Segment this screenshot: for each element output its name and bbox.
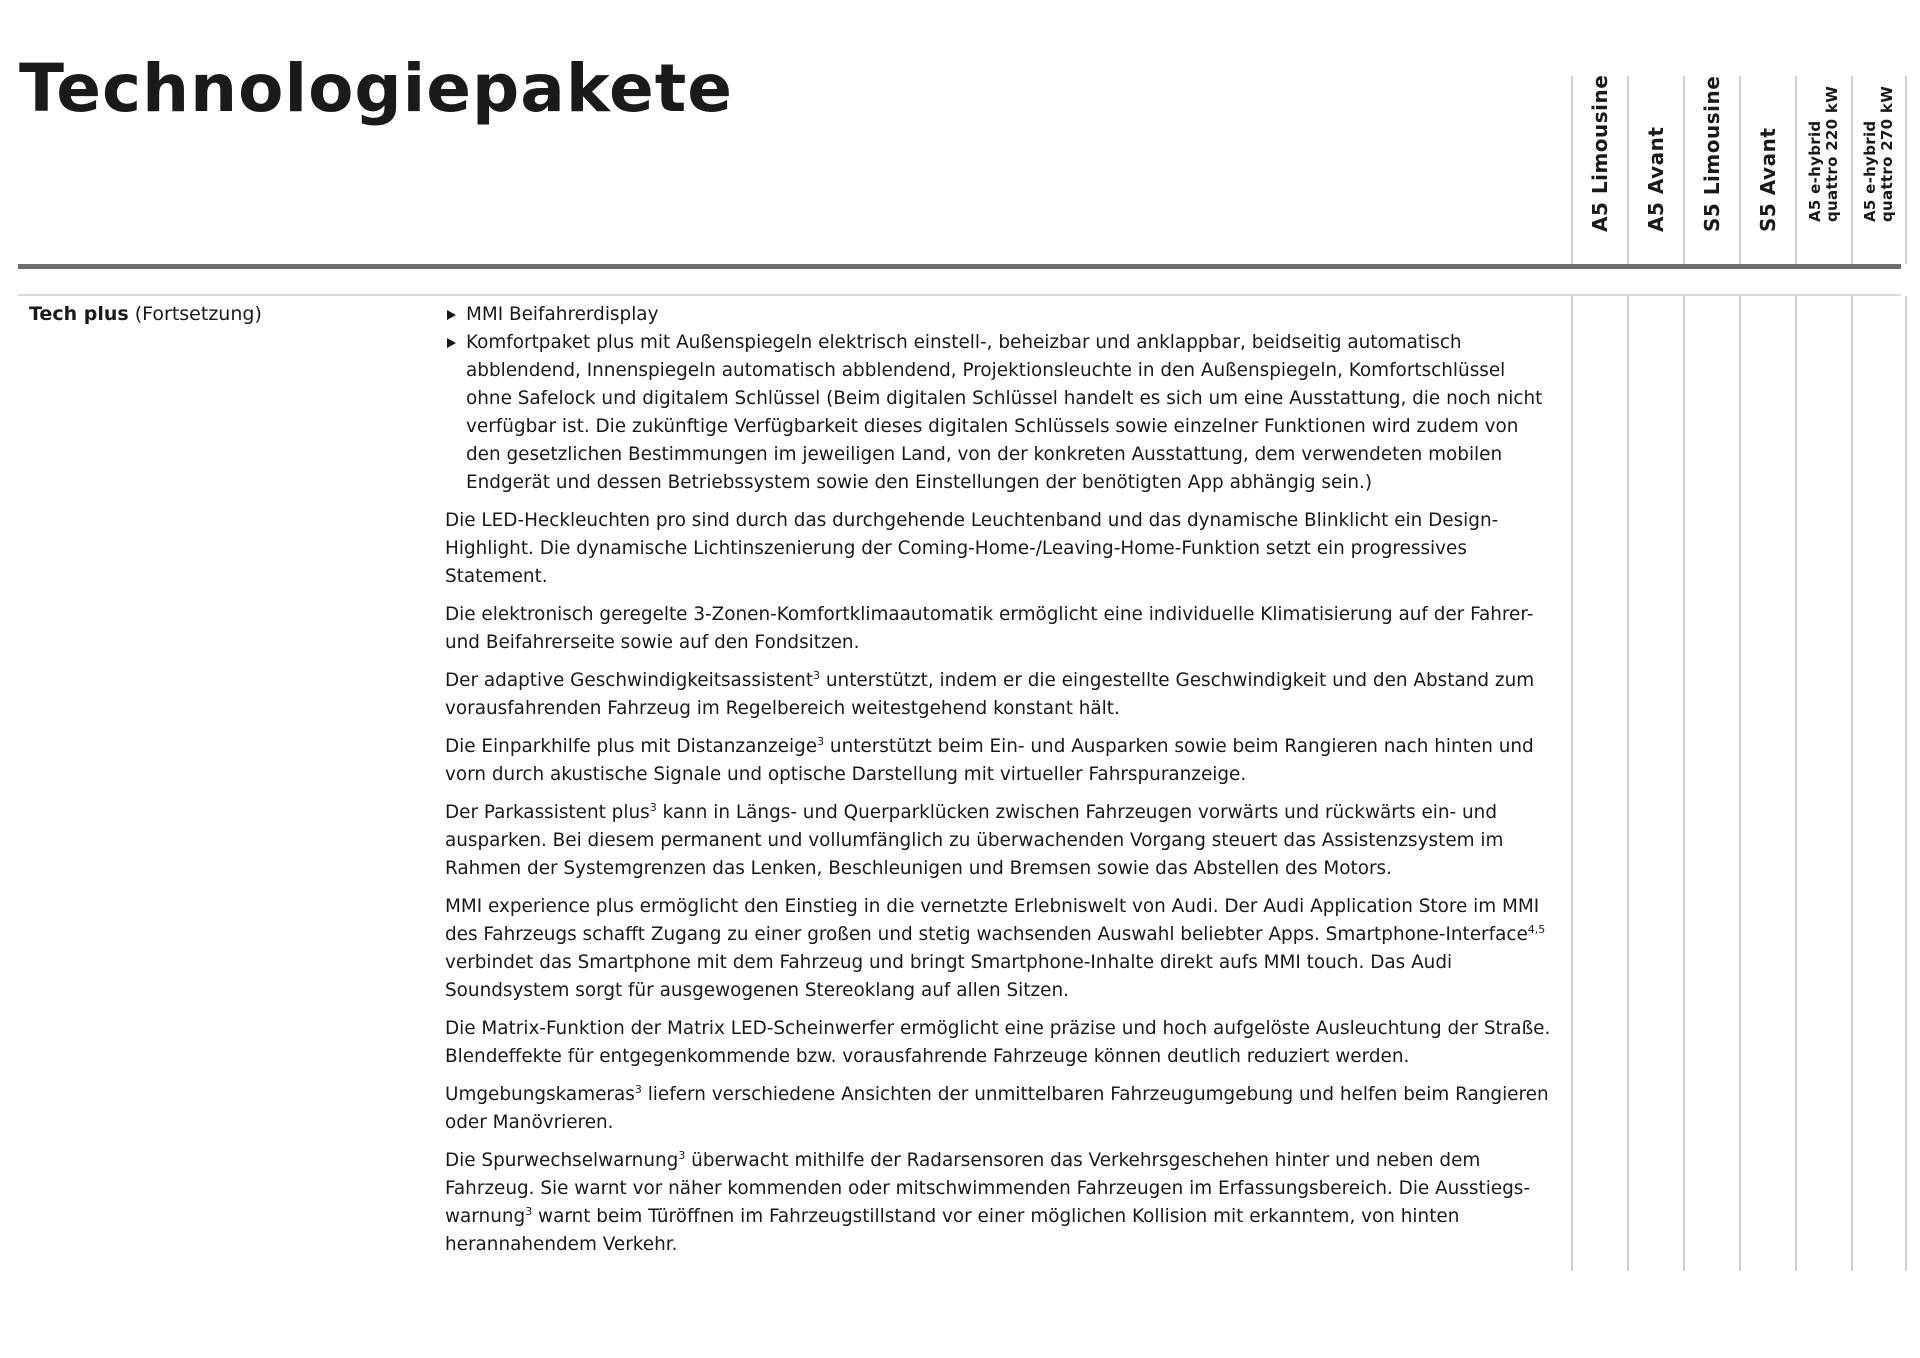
section-label [29,300,262,328]
paragraph-text: verbindet das Smartphone mit dem Fahrzeug und bringt Smartphone-Inhalte direkt aufs MMI touch. Das Audi Soundsystem sorgt für ausgewogenen Stereoklang auf allen Sitzen. [445,952,1453,1001]
list-item-text: Komfortpaket plus mit Außenspiegeln elektrisch einstell-, beheizbar und anklappbar, beidseitig automatisch abblendend, Innenspiegeln automatisch abblendend, Projektionsleuchte in den Außenspiegeln, Komfortschlüssel ohne Safelock und digitalem Schlüssel (Beim digitalen Schlüssel handelt es sich um eine Ausstattung, die noch nicht verfügbar ist. Die zukünftige Verfügbarkeit dieses digitalen Schlüssels sowie einzelner Funktionen wird zudem von den gesetzlichen Bestimmungen im jeweiligen Land, von der konkreten Ausstattung, dem verwendeten mobilen Endgerät und dessen Betriebssystem sowie den Einstellungen der benötigten App abhängig sein.) [466,332,1543,493]
page-title: Technologiepakete [19,50,734,127]
header-divider [18,264,1901,269]
list-item-text: MMI Beifahrerdisplay [466,304,659,325]
section-name: Tech plus [29,303,129,325]
model-label-a5-e-hybrid-270 [1862,86,1896,222]
model-header-a5-e-hybrid-220 [1795,76,1851,264]
model-label-line: A5 e-hybrid [1806,120,1824,222]
footnote-ref: 3 [813,669,821,682]
footnote-ref: 3 [634,1083,642,1096]
model-label-s5-avant: S5 Avant [1756,127,1780,232]
model-label-line: quattro 270 kW [1878,85,1896,222]
paragraph-matrix-led: Die Matrix-Funktion der Matrix LED-Scheinwerfer ermöglicht eine präzise und hoch aufgelöste Ausleuchtung der Straße. Blendeffekte für entgegenkommende bzw. vorausfahrende Fahrzeuge können deutlich reduziert werden. [445,1018,1551,1067]
paragraph-spurwechselwarnung [445,1147,1555,1259]
footnote-ref: 3 [525,1205,533,1218]
paragraph-text: überwacht mithilfe der Radarsensoren das Verkehrsgeschehen hinter und neben dem Fahrzeug. Sie warnt vor näher kommenden oder mitschwimmenden Fahrzeugen im Erfassungsbereich. Die Ausstiegs-warnung [445,1150,1531,1227]
model-label-a5-limousine: A5 Limousine [1588,74,1612,232]
paragraph-text: Umgebungskameras [445,1084,635,1105]
paragraph-parkassistent [445,799,1555,883]
package-description [445,301,1555,1269]
column-separator [1739,296,1741,1271]
footnote-ref: 3 [649,801,657,814]
model-header-a5-e-hybrid-270 [1851,76,1907,264]
paragraph-text: Der Parkassistent plus [445,802,650,823]
column-separator [1627,296,1629,1271]
triangle-bullet-icon [447,310,456,320]
footnote-ref: 4,5 [1527,923,1546,936]
paragraph-mmi-experience [445,893,1555,1005]
paragraph-geschwindigkeitsassistent [445,667,1555,723]
column-separator [1683,296,1685,1271]
model-header-s5-limousine [1683,76,1739,264]
paragraph-text: kann in Längs- und Querparklücken zwischen Fahrzeugen vorwärts und rückwärts ein- und ausparken. Bei diesem permanent und vollumfänglich zu überwachenden Vorgang steuert das Assistenzsystem im Rahmen der Systemgrenzen das Lenken, Beschleunigen und Bremsen sowie das Abstellen des Motors. [445,802,1504,879]
paragraph-led-heckleuchten: Die LED-Heckleuchten pro sind durch das durchgehende Leuchtenband und das dynamische Blinklicht ein Design-Highlight. Die dynamische Lichtinszenierung der Coming-Home-/Leaving-Home-Funktion setzt ein progressives Statement. [445,510,1499,587]
model-label-s5-limousine: S5 Limousine [1700,75,1724,232]
section-suffix: (Fortsetzung) [134,303,262,325]
model-label-line: A5 e-hybrid [1861,120,1879,222]
model-header-a5-avant [1627,76,1683,264]
column-separator [1851,296,1853,1271]
column-separator [1571,296,1573,1271]
model-header-s5-avant [1739,76,1795,264]
paragraph-umgebungskameras [445,1081,1555,1137]
footnote-ref: 3 [817,735,825,748]
paragraph-einparkhilfe [445,733,1555,789]
list-item [445,301,1555,329]
column-separator [1795,296,1797,1271]
triangle-bullet-icon [447,338,456,348]
paragraph-text: liefern verschiedene Ansichten der unmittelbaren Fahrzeugumgebung und helfen beim Rangieren oder Manövrieren. [445,1084,1549,1133]
paragraph-text: Die Spurwechselwarnung [445,1150,679,1171]
paragraph-text: unterstützt, indem er die eingestellte Geschwindigkeit und den Abstand zum vorausfahrenden Fahrzeug im Regelbereich weitestgehend konstant hält. [445,670,1535,719]
column-separator [1905,296,1907,1271]
model-label-line: quattro 220 kW [1823,85,1841,222]
paragraph-text: unterstützt beim Ein- und Ausparken sowie beim Rangieren nach hinten und vorn durch akustische Signale und optische Darstellung mit virtueller Fahrspuranzeige. [445,736,1534,785]
model-label-a5-e-hybrid-220 [1807,86,1841,222]
paragraph-text: MMI experience plus ermöglicht den Einstieg in die vernetzte Erlebniswelt von Audi. Der Audi Application Store im MMI des Fahrzeugs schafft Zugang zu einer großen und stetig wachsenden Auswahl beliebter Apps. Smartphone-Interface [445,896,1540,945]
model-header-a5-limousine [1571,76,1627,264]
model-label-a5-avant: A5 Avant [1644,126,1668,232]
body-divider [18,294,1901,296]
footnote-ref: 3 [678,1149,686,1162]
feature-list [445,301,1555,497]
paragraph-text: Der adaptive Geschwindigkeitsassistent [445,670,814,691]
paragraph-text: warnt beim Türöffnen im Fahrzeugstillstand vor einer möglichen Kollision mit erkanntem, von hinten herannahendem Verkehr. [445,1206,1460,1255]
paragraph-klimaautomatik: Die elektronisch geregelte 3-Zonen-Komfortklimaautomatik ermöglicht eine individuelle Klimatisierung auf der Fahrer- und Beifahrerseite sowie auf den Fondsitzen. [445,604,1534,653]
list-item [445,329,1555,497]
paragraph-text: Die Einparkhilfe plus mit Distanzanzeige [445,736,818,757]
